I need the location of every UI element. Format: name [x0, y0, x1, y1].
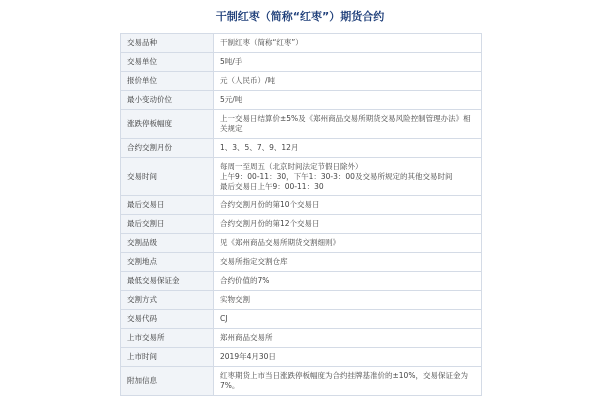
row-value: 5元/吨 [214, 91, 482, 110]
row-value: 交易所指定交割仓库 [214, 253, 482, 272]
row-label: 合约交割月份 [121, 139, 214, 158]
row-label: 附加信息 [121, 367, 214, 396]
row-label: 交割地点 [121, 253, 214, 272]
table-row [121, 291, 482, 310]
table-row [121, 272, 482, 291]
row-value: 干制红枣（简称“红枣”） [214, 34, 482, 53]
row-label: 交易品种 [121, 34, 214, 53]
row-value: 上一交易日结算价±5%及《郑州商品交易所期货交易风险控制管理办法》相关规定 [214, 110, 482, 139]
row-label: 最低交易保证金 [121, 272, 214, 291]
table-row [121, 72, 482, 91]
table-row [121, 196, 482, 215]
row-label: 报价单位 [121, 72, 214, 91]
table-row [121, 215, 482, 234]
row-label: 交割方式 [121, 291, 214, 310]
row-value: 5吨/手 [214, 53, 482, 72]
row-label: 最小变动价位 [121, 91, 214, 110]
table-row [121, 234, 482, 253]
table-row [121, 253, 482, 272]
spec-table-body [121, 34, 482, 396]
table-row [121, 139, 482, 158]
page-title: 干制红枣（简称“红枣”）期货合约 [215, 10, 385, 23]
row-value: 每周一至周五（北京时间法定节假日除外） 上午9：00-11：30，下午1：30-3：00及交易所规定的其他交易时间 最后交易日上午9：00-11：30 [214, 158, 482, 196]
table-row [121, 329, 482, 348]
table-row [121, 310, 482, 329]
row-label: 最后交割日 [121, 215, 214, 234]
row-label: 交易单位 [121, 53, 214, 72]
row-label: 交易时间 [121, 158, 214, 196]
row-value: 郑州商品交易所 [214, 329, 482, 348]
table-row [121, 53, 482, 72]
row-value: 2019年4月30日 [214, 348, 482, 367]
row-value: 合约交割月份的第10个交易日 [214, 196, 482, 215]
contract-spec-table [120, 33, 482, 396]
table-row [121, 91, 482, 110]
row-label: 交易代码 [121, 310, 214, 329]
row-label: 上市时间 [121, 348, 214, 367]
row-label: 最后交易日 [121, 196, 214, 215]
row-value: 实物交割 [214, 291, 482, 310]
row-value: 1、3、5、7、9、12月 [214, 139, 482, 158]
table-row [121, 34, 482, 53]
table-row [121, 158, 482, 196]
row-value: 红枣期货上市当日涨跌停板幅度为合约挂牌基准价的±10%，交易保证金为7%。 [214, 367, 482, 396]
row-label: 交割品级 [121, 234, 214, 253]
row-label: 上市交易所 [121, 329, 214, 348]
table-row [121, 110, 482, 139]
row-value: CJ [214, 310, 482, 329]
row-value: 合约交割月份的第12个交易日 [214, 215, 482, 234]
row-value: 见《郑州商品交易所期货交割细则》 [214, 234, 482, 253]
row-value: 元（人民币）/吨 [214, 72, 482, 91]
row-value: 合约价值的7% [214, 272, 482, 291]
table-row [121, 348, 482, 367]
row-label: 涨跌停板幅度 [121, 110, 214, 139]
table-row [121, 367, 482, 396]
